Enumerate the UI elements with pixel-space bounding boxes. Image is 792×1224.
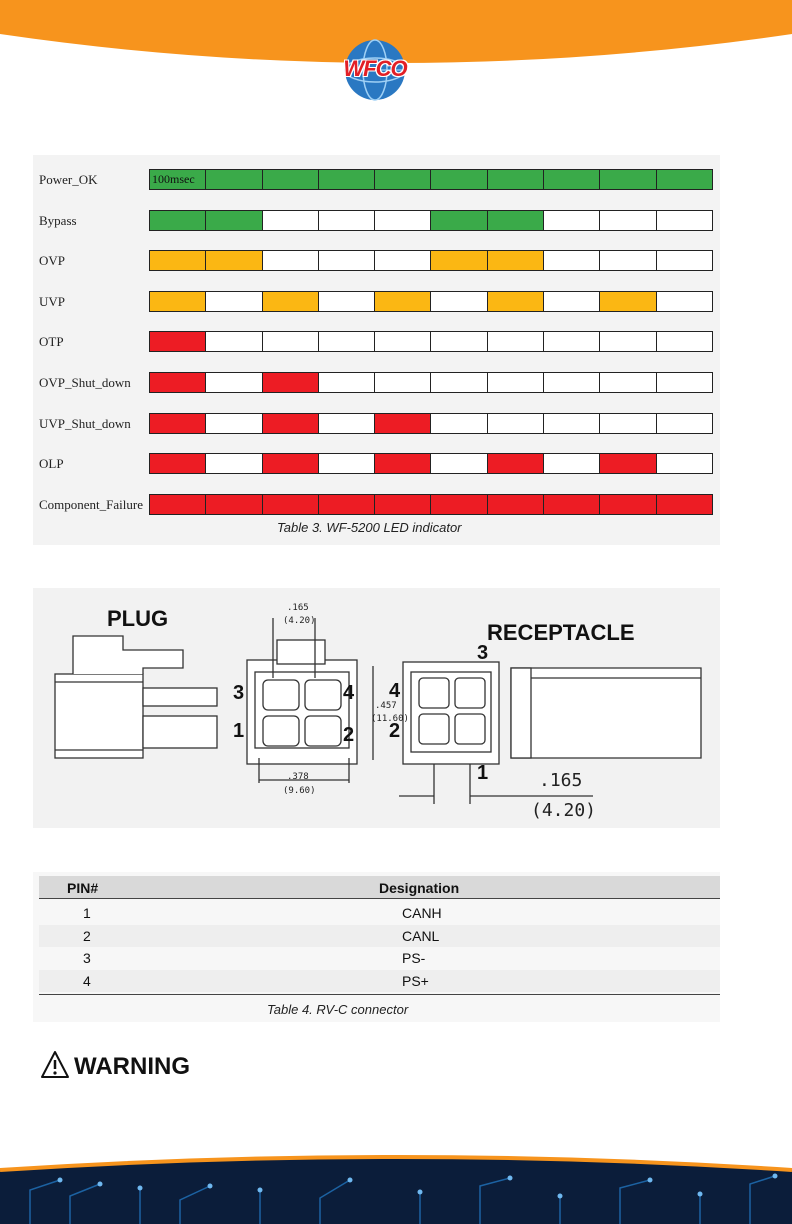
dim-receptacle-mm: (4.20) [531,800,597,821]
receptacle-pin-1: 1 [477,762,489,784]
led-row [33,372,720,393]
pin-designation: CANL [402,927,440,944]
led-cell [319,414,375,433]
led-cell [488,170,544,189]
led-cell [375,454,431,473]
led-cell [544,373,600,392]
receptacle-label: RECEPTACLE [487,620,635,645]
led-cell [488,414,544,433]
led-cell [431,211,487,230]
led-cell [600,495,656,514]
led-cell [657,454,712,473]
dim-top-mm: (4.20) [283,616,316,626]
led-row-label: UVP_Shut_down [39,415,131,431]
warning-heading [40,1050,190,1084]
pin-number: 4 [83,972,91,989]
led-cell [150,454,206,473]
led-row-label: Bypass [39,212,77,228]
led-row [33,453,720,474]
pin-table-bottom-rule [39,994,720,995]
led-cell [431,414,487,433]
led-cell [150,211,206,230]
led-cell [150,414,206,433]
led-cell [544,495,600,514]
pin-designation: PS+ [402,972,429,989]
led-cell [375,292,431,311]
led-cell [600,251,656,270]
led-cell [263,454,319,473]
led-cell [319,332,375,351]
rvc-pin-table [33,872,720,1022]
led-cell [319,211,375,230]
table-row [39,970,720,992]
led-cell [544,251,600,270]
led-row-label: OVP_Shut_down [39,375,131,390]
led-interval-label: 100msec [152,172,195,186]
led-cell [488,292,544,311]
led-cell [657,170,712,189]
led-cell [263,211,319,230]
led-cell [488,495,544,514]
led-cell [375,251,431,270]
led-cell [488,373,544,392]
pin-table-header [39,876,720,899]
pin-designation: CANH [402,905,442,921]
wfco-logo [330,38,420,102]
led-timeline [149,169,713,190]
led-timeline [149,210,713,231]
dim-side: .457 [375,701,397,711]
table-row [39,902,720,924]
led-cell [150,332,206,351]
led-row-label: Power_OK [39,172,98,187]
led-cell [431,251,487,270]
led-row [33,291,720,312]
led-cell [544,332,600,351]
led-timeline [149,291,713,312]
led-indicator-table [33,155,720,545]
led-cell [150,292,206,311]
led-row [33,494,720,515]
led-cell [657,332,712,351]
led-cell [150,373,206,392]
led-cell [375,373,431,392]
led-cell [600,170,656,189]
pin-number: 2 [83,927,91,944]
led-cell [600,373,656,392]
plug-pin-2: 2 [343,724,355,746]
led-cell [206,454,262,473]
footer-circuit-band [0,1150,792,1224]
led-cell [488,251,544,270]
led-cell [263,292,319,311]
led-row [33,210,720,231]
led-cell [150,495,206,514]
led-cell [263,170,319,189]
led-cell [544,211,600,230]
designation-header: Designation [379,880,460,896]
led-cell [319,373,375,392]
led-cell [600,211,656,230]
led-cell [488,211,544,230]
led-cell [657,211,712,230]
led-cell [600,414,656,433]
led-row [33,250,720,271]
led-cell [431,292,487,311]
dim-bottom: .378 [287,772,309,782]
led-cell [544,170,600,189]
led-timeline [149,453,713,474]
led-cell [431,332,487,351]
led-cell [488,332,544,351]
led-cell [375,495,431,514]
led-cell [206,170,262,189]
led-table-caption: Table 3. WF-5200 LED indicator [277,520,462,535]
led-row-label: UVP [39,293,66,309]
led-cell [544,292,600,311]
led-cell [600,454,656,473]
led-cell [319,251,375,270]
table-row [39,925,720,947]
led-cell [431,373,487,392]
dim-bottom-mm: (9.60) [283,786,316,796]
led-cell [431,454,487,473]
led-cell [431,170,487,189]
dim-receptacle: .165 [539,770,583,791]
led-cell [319,495,375,514]
led-cell [488,454,544,473]
logo-wordmark: WFCO [343,56,407,81]
led-cell [206,211,262,230]
led-cell [657,495,712,514]
led-cell [375,332,431,351]
led-cell [657,414,712,433]
led-cell [319,292,375,311]
warning-triangle-icon [40,1050,70,1080]
led-cell [657,373,712,392]
led-row-label: OVP [39,253,66,269]
led-cell [206,332,262,351]
led-cell [263,373,319,392]
led-timeline [149,494,713,515]
led-row [33,413,720,434]
led-row [33,169,720,190]
pin-header: PIN# [67,880,99,896]
led-timeline [149,413,713,434]
led-cell [544,414,600,433]
receptacle-pin-3: 3 [477,642,489,664]
led-cell [600,332,656,351]
led-cell [319,454,375,473]
led-cell [150,170,206,189]
plug-label: PLUG [107,606,169,631]
plug-pin-4: 4 [343,682,355,704]
led-cell [319,170,375,189]
led-cell [263,251,319,270]
led-timeline [149,250,713,271]
plug-pin-1: 1 [233,720,245,742]
led-cell [263,414,319,433]
pin-number: 1 [83,905,91,921]
led-cell [657,251,712,270]
led-cell [263,332,319,351]
dim-top: .165 [287,603,309,613]
pin-table-caption: Table 4. RV-C connector [267,1002,409,1017]
led-row-label: OTP [39,334,64,350]
led-cell [375,211,431,230]
led-cell [206,251,262,270]
led-cell [375,170,431,189]
led-cell [263,495,319,514]
pin-number: 3 [83,950,91,966]
led-cell [375,414,431,433]
led-cell [206,373,262,392]
led-cell [206,495,262,514]
connector-figure [33,588,720,828]
pin-designation: PS- [402,950,426,966]
plug-pin-3: 3 [233,682,245,704]
led-timeline [149,372,713,393]
led-timeline [149,331,713,352]
led-cell [206,292,262,311]
led-cell [150,251,206,270]
receptacle-pin-2: 2 [389,720,401,742]
led-cell [600,292,656,311]
led-cell [657,292,712,311]
led-row-label: Component_Failure [39,496,143,512]
led-cell [544,454,600,473]
table-row [39,947,720,969]
led-row [33,331,720,352]
led-row-label: OLP [39,456,64,472]
receptacle-pin-4: 4 [389,680,401,702]
dim-side-mm: (11.60) [371,714,409,724]
warning-text: WARNING [74,1053,190,1080]
led-cell [206,414,262,433]
led-cell [431,495,487,514]
